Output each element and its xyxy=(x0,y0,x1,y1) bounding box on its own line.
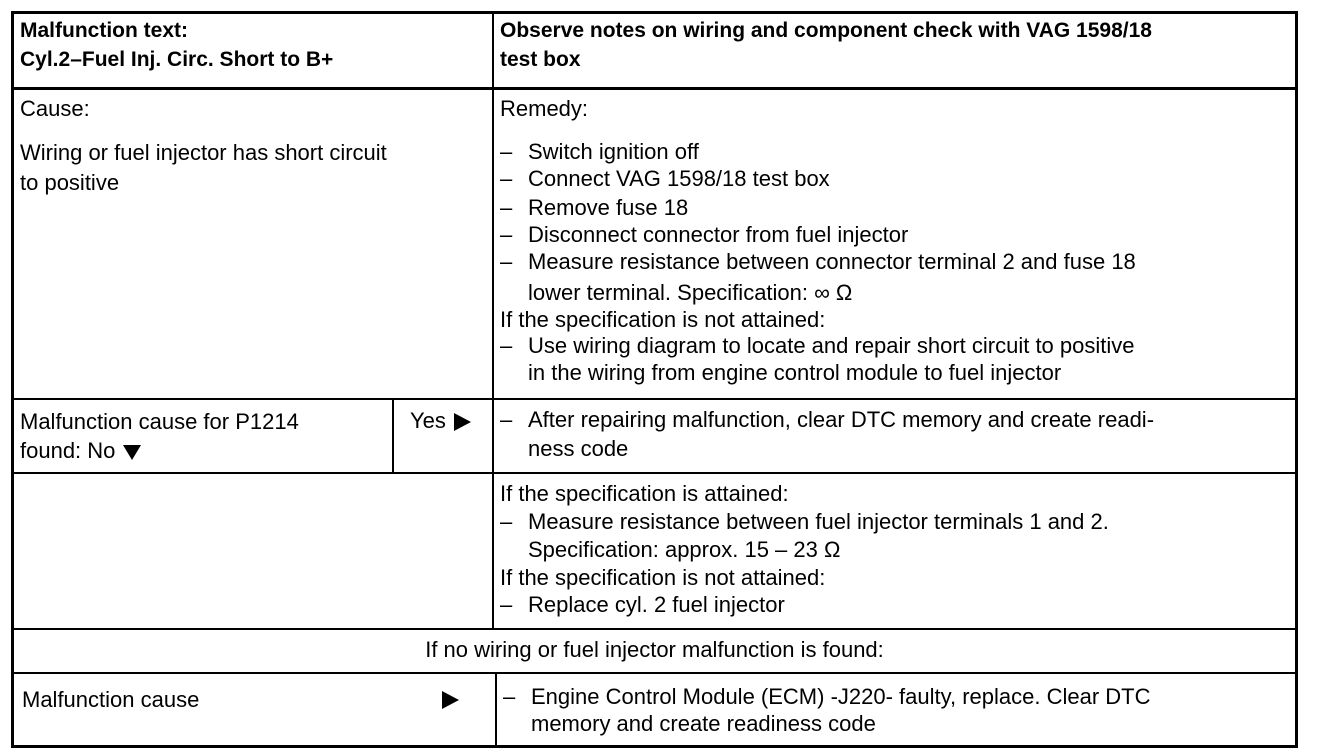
remedy-label: Remedy: xyxy=(500,96,589,121)
dash-mark: – xyxy=(500,249,513,274)
yes-cell xyxy=(410,407,472,435)
dash-mark: – xyxy=(500,407,513,432)
header-bottom-border xyxy=(11,87,1298,90)
remedy-step-text: Disconnect connector from fuel injector xyxy=(528,222,909,247)
dash-mark: – xyxy=(500,166,513,191)
remedy-repair xyxy=(500,332,1135,360)
attained-measure-line2: Specification: approx. 15 – 23 Ω xyxy=(528,537,841,562)
remedy-step-text: Remove fuse 18 xyxy=(528,195,689,220)
found-right xyxy=(500,406,1154,434)
column-divider-bottom xyxy=(495,672,497,747)
arrow-down-icon xyxy=(122,443,142,461)
dash-mark: – xyxy=(500,333,513,358)
cause-text-line1: Wiring or fuel injector has short circuit xyxy=(20,140,387,165)
remedy-repair-line1: Use wiring diagram to locate and repair short circuit to positive xyxy=(528,333,1135,358)
dash-mark: – xyxy=(500,592,513,617)
notes-heading-line2: test box xyxy=(500,48,581,71)
malfunction-text-label: Malfunction text: xyxy=(20,19,188,42)
arrow-right-icon xyxy=(440,690,460,710)
row4-bottom-border xyxy=(11,628,1298,630)
remedy-repair-line2: in the wiring from engine control module to fuel injector xyxy=(528,360,1062,385)
attained-measure xyxy=(500,508,1109,536)
row5-bottom-border xyxy=(11,672,1298,674)
remedy-step-text: Measure resistance between connector terminal 2 and fuse 18 xyxy=(528,249,1136,274)
found-right-line2: ness code xyxy=(528,436,629,461)
dash-mark: – xyxy=(503,684,516,709)
no-malfunction-found: If no wiring or fuel injector malfunction is found: xyxy=(425,637,884,662)
found-left-line1: Malfunction cause for P1214 xyxy=(20,409,299,434)
table-bottom-border xyxy=(11,745,1298,748)
dash-mark: – xyxy=(500,509,513,534)
remedy-step5-continuation: lower terminal. Specification: ∞ Ω xyxy=(528,280,853,305)
malfunction-text-value: Cyl.2–Fuel Inj. Circ. Short to B+ xyxy=(20,48,334,71)
remedy-not-attained: If the specification is not attained: xyxy=(500,307,826,332)
remedy-step xyxy=(500,165,830,193)
yes-label: Yes xyxy=(410,408,446,433)
ecm-right xyxy=(503,683,1151,711)
remedy-step xyxy=(500,194,688,222)
table-top-border xyxy=(11,11,1298,14)
attained-not-attained: If the specification is not attained: xyxy=(500,565,826,590)
remedy-step-text: Switch ignition off xyxy=(528,139,699,164)
found-no-label: found: No xyxy=(20,438,116,463)
attained-replace xyxy=(500,591,785,619)
remedy-step xyxy=(500,221,908,249)
notes-heading-line1: Observe notes on wiring and component check with VAG 1598/18 xyxy=(500,19,1152,42)
dash-mark: – xyxy=(500,222,513,247)
ecm-right-line2: memory and create readiness code xyxy=(531,711,876,736)
remedy-step xyxy=(500,138,699,166)
arrow-right-icon xyxy=(452,412,472,432)
attained-replace-text: Replace cyl. 2 fuel injector xyxy=(528,592,785,617)
found-right-line1: After repairing malfunction, clear DTC memory and create readi- xyxy=(528,407,1155,432)
dash-mark: – xyxy=(500,195,513,220)
row2-bottom-border xyxy=(11,398,1298,400)
found-yes-divider xyxy=(392,398,394,474)
remedy-step-text: Connect VAG 1598/18 test box xyxy=(528,166,830,191)
attained-measure-line1: Measure resistance between fuel injector terminals 1 and 2. xyxy=(528,509,1109,534)
cause-text-line2: to positive xyxy=(20,170,120,195)
ecm-right-line1: Engine Control Module (ECM) -J220- faulty, replace. Clear DTC xyxy=(531,684,1151,709)
dash-mark: – xyxy=(500,139,513,164)
found-left-line2 xyxy=(20,437,142,465)
cause-label: Cause: xyxy=(20,96,90,121)
attained-label: If the specification is attained: xyxy=(500,481,789,506)
row3-bottom-border xyxy=(11,472,1298,474)
ecm-left-label: Malfunction cause xyxy=(22,687,200,712)
remedy-step xyxy=(500,248,1136,276)
column-divider-top xyxy=(492,11,494,630)
